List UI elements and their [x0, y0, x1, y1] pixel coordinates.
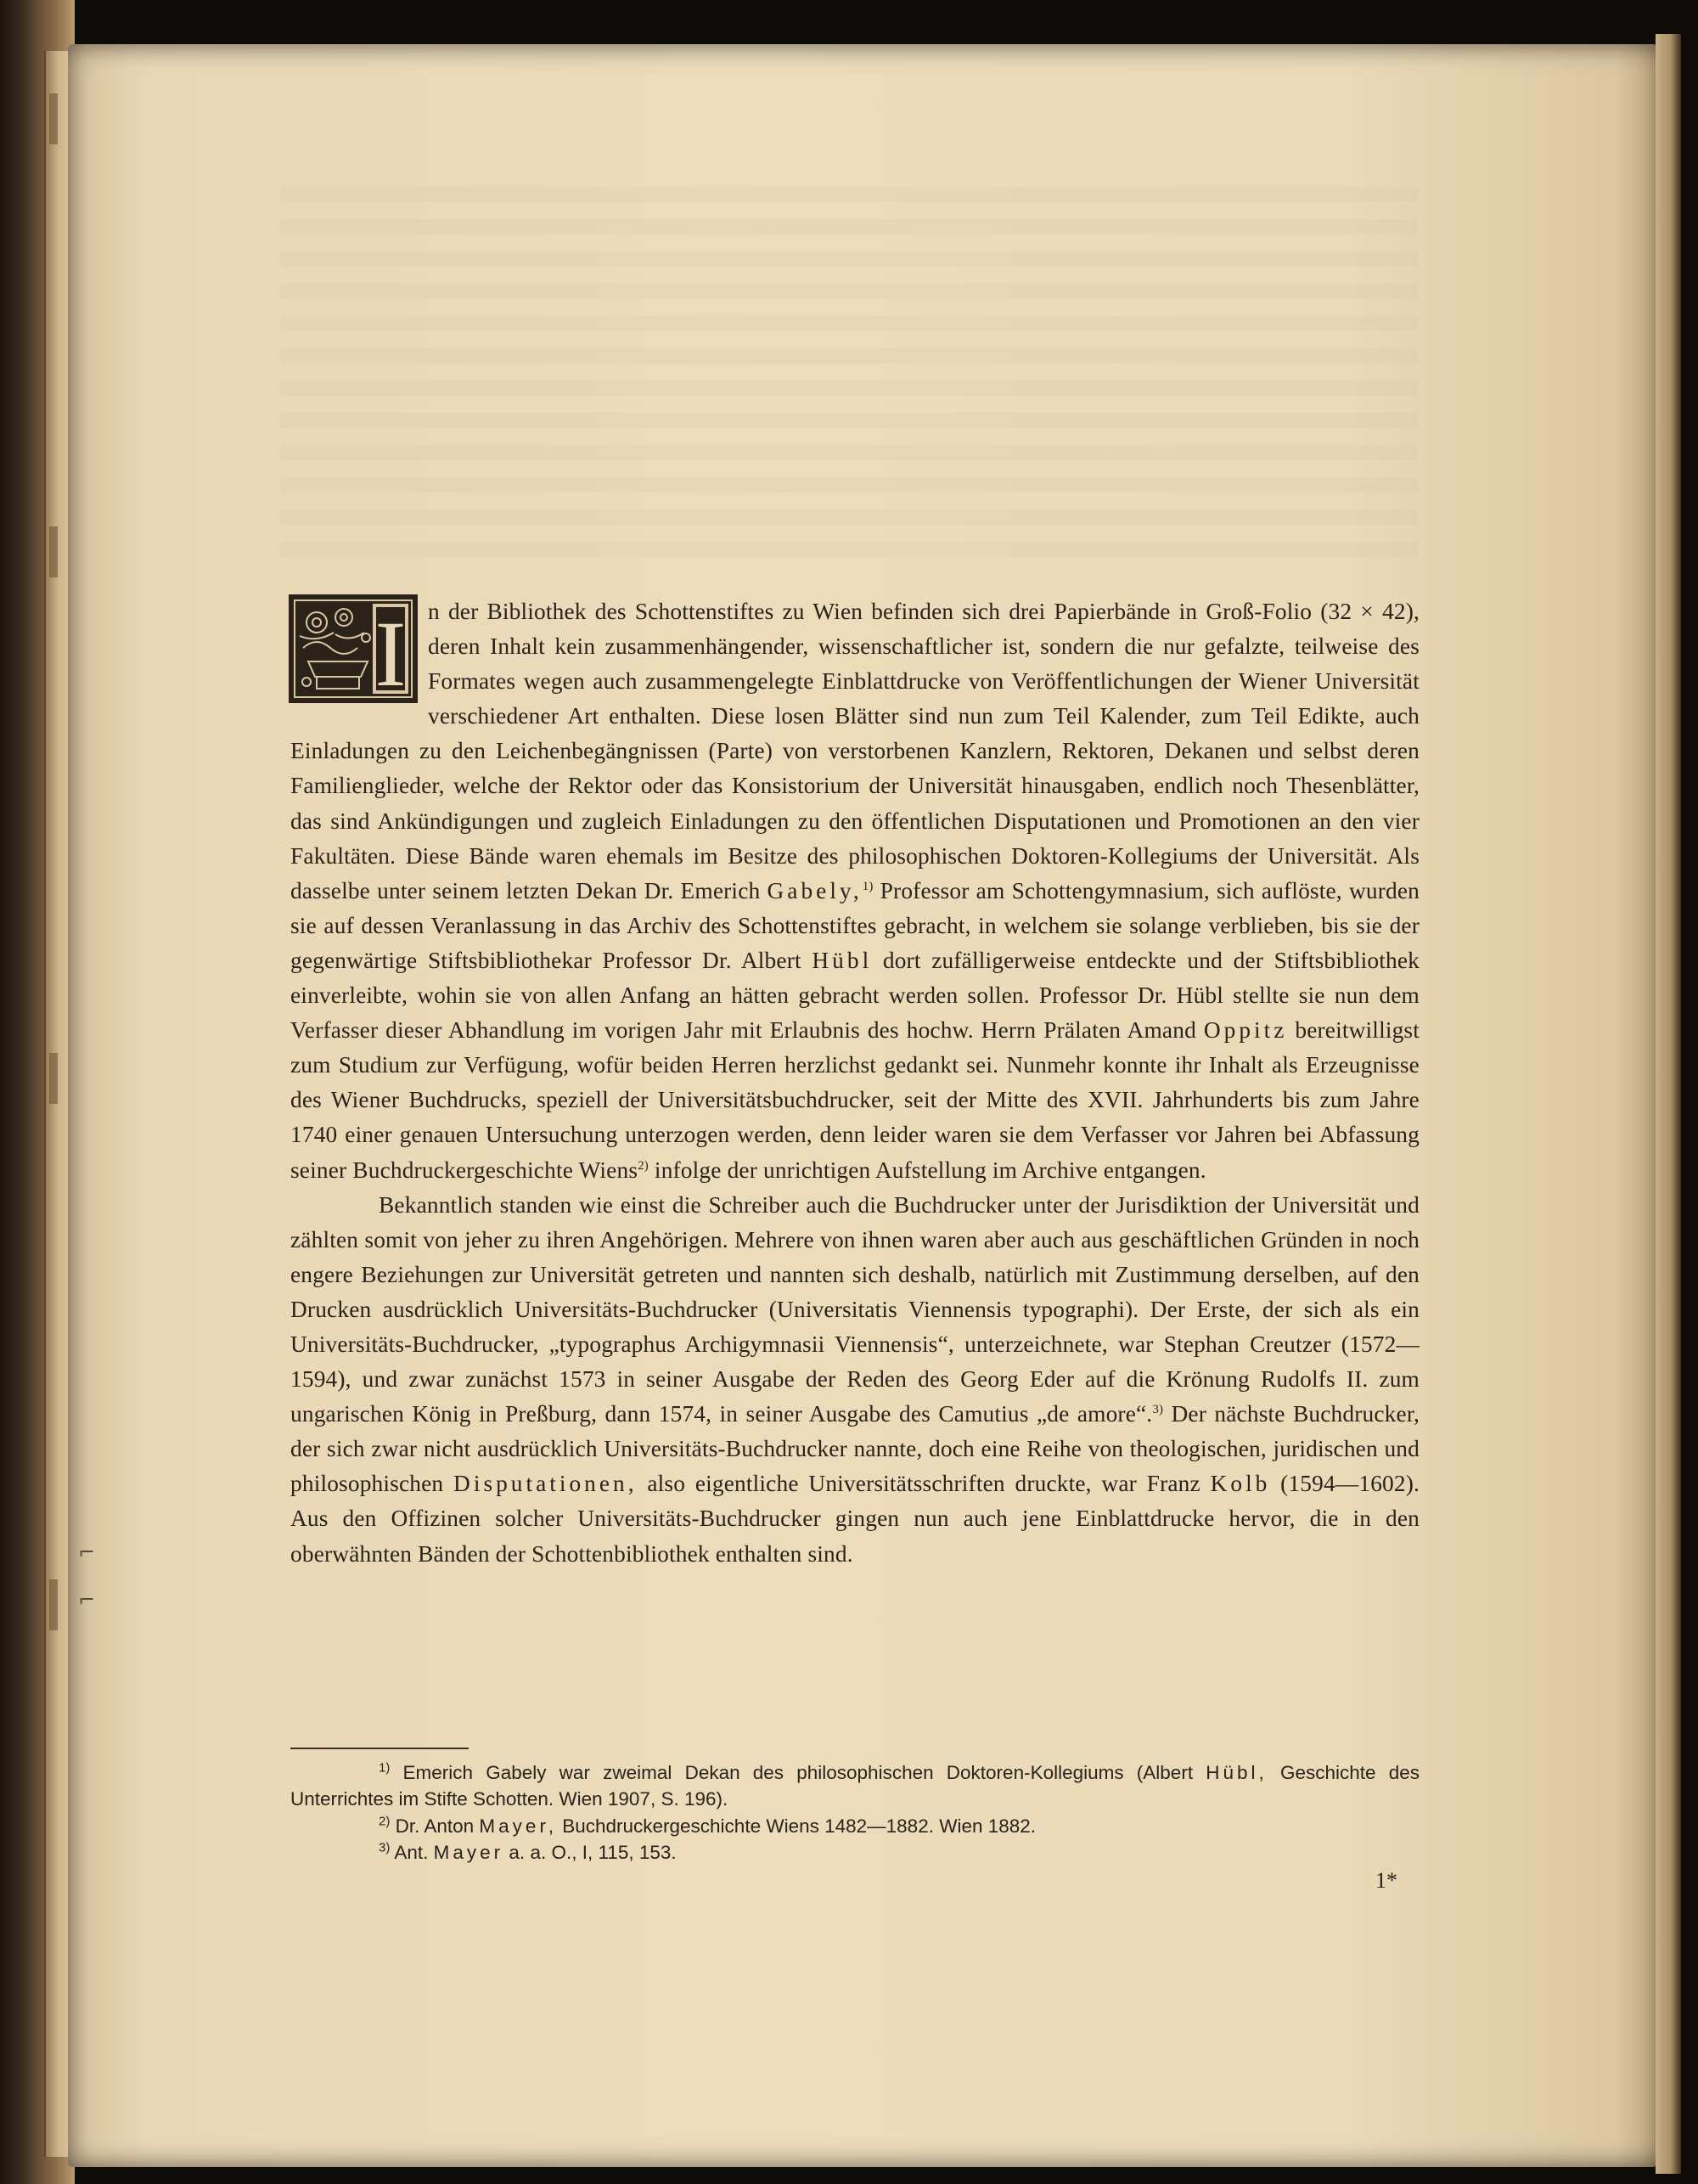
footnote-name: Mayer, [479, 1815, 557, 1837]
svg-text:I: I [374, 602, 407, 701]
decorated-initial [289, 594, 418, 703]
page-number: 1* [1375, 1868, 1397, 1893]
footnote-text: Geschichte des Unterrichtes im Stifte Schotten. Wien 1907, S. 196). [290, 1762, 1420, 1810]
footnote-rule [290, 1748, 469, 1749]
footnote-ref: 2) [638, 1158, 649, 1173]
paragraph-text: Professor am Schottengymnasium, sich auflöste, wurden sie auf dessen Veranlassung in das Archiv des Schottenstiftes gebracht, in welchem sie solange verblieben, bis sie der gegenwärtige Stiftsbibliothekar Professor Dr. Albert [290, 877, 1420, 973]
footnote-text: Buchdruckergeschichte Wiens 1482—1882. Wien 1882. [556, 1815, 1037, 1837]
name-kolb: Kolb [1210, 1471, 1271, 1497]
binding-stitch [49, 1053, 58, 1104]
binding-stitch [49, 93, 58, 144]
paragraph-2 [290, 1188, 1420, 1572]
name-gabely: Gabely, [767, 877, 863, 903]
footnote-name: Hübl, [1206, 1762, 1268, 1783]
footnote-ref: 3) [1152, 1403, 1164, 1417]
footnote-text: a. a. O., I, 115, 153. [503, 1842, 677, 1864]
paragraph-text: also eigentliche Universitätsschriften druckte, war Franz [637, 1471, 1200, 1497]
binding-stitch [49, 526, 58, 577]
footnote-text: Ant. [390, 1842, 429, 1864]
footnote-1 [290, 1759, 1420, 1813]
footnote-2 [290, 1813, 1420, 1839]
word-disputationen: Disputationen, [453, 1471, 638, 1497]
footnote-mark: 1) [379, 1760, 391, 1776]
paragraph-text: infolge der unrichtigen Aufstellung im Archive entgangen. [648, 1157, 1206, 1183]
footnote-ref: 1) [862, 879, 874, 893]
paragraph-text: Bekanntlich standen wie einst die Schreiber auch die Buchdrucker unter der Jurisdiktion der Universität und zählten somit von jeher zu ihren Angehörigen. Mehrere von ihnen waren aber auch aus geschäftlichen Gründen in noch engere Beziehungen zur Universität getreten und nannten sich deshalb, natürlich mit Zustimmung derselben, auf den Drucken ausdrücklich Universitäts-Buchdrucker (Universitatis Viennensis typographi). Der Erste, der sich als ein Universitäts-Buchdrucker, „typographus Archigymnasii Viennensis“, unterzeichnete, war Stephan Creutzer (1572—1594), und zwar zunächst 1573 in seiner Ausgabe der Reden des Georg Eder auf die Krönung Rudolfs II. zum ungarischen König in Preßburg, dann 1574, in seiner Ausgabe des Camutius „de amore“. [290, 1191, 1420, 1427]
footnote-name: Mayer [433, 1842, 504, 1864]
paragraph-text: bereitwilligst zum Studium zur Verfügung, wofür beiden Herren herzlichst gedankt sei. Nunmehr konnte ihr Inhalt als Erzeugnisse des Wiener Buchdrucks, speziell der Universitätsbuchdrucker, seit der Mitte des XVII. Jahrhunderts bis zum Jahre 1740 einer genauen Untersuchung unterzogen werden, denn leider waren sie dem Verfasser vor Jahren bei Abfassung seiner Buchdruckergeschichte Wiens [290, 1017, 1420, 1183]
name-huebl: Hübl [812, 947, 873, 973]
footnote-text: Dr. Anton [390, 1815, 475, 1837]
footnote-text: Emerich Gabely war zweimal Dekan des philosophischen Doktoren-Kollegiums (Albert [390, 1762, 1194, 1783]
footnote-mark: 2) [379, 1814, 391, 1829]
paragraph-text: dort zufälligerweise entdeckte und der Stiftsbibliothek einverleibte, wohin sie von allen Anfang an hätten gebracht werden sollen. Professor Dr. Hübl stellte sie nun dem Verfasser dieser Abhandlung im vorigen Jahr mit Erlaubnis des hochw. Herrn Prälaten Amand [290, 947, 1420, 1044]
paragraph-text: n der Bibliothek des Schottenstiftes zu Wien befinden sich drei Papierbände in Groß-Folio (32 × 42), deren Inhalt kein zusammenhängender, wissenschaftlicher ist, sondern die nur gefalzte, teilweise des Formates wegen auch zusammengelegte Einblattdrucke von Veröffentlichungen der Wiener Universität verschiedener Art enthalten. Diese losen Blätter sind nun zum Teil Kalender, zum Teil Edikte, auch Einladungen zu den Leichenbegängnissen (Parte) von verstorbenen Kanzlern, Rektoren, Dekanen und selbst deren Familienglieder, welche der Rektor oder das Konsistorium der Universität hinausgaben, endlich noch Thesenblätter, das sind Ankündigungen und zugleich Einladungen zu den öffentlichen Disputationen und Promotionen an den vier Fakultäten. Diese Bände waren ehemals im Besitze des philosophischen Doktoren-Kollegiums der Universität. Als dasselbe unter seinem letzten Dekan Dr. Emerich [290, 599, 1420, 903]
margin-mark: ⌐ [78, 1588, 96, 1612]
bleed-through-text [280, 187, 1418, 560]
floral-ornament-icon [291, 597, 415, 701]
body-text [290, 594, 1420, 1572]
margin-mark: ⌐ [78, 1540, 96, 1564]
paragraph-text: (1594—1602). Aus den Offizinen solcher Universitäts-Buchdrucker gingen nun auch jene Einblattdrucke hervor, die in den oberwähnten Bänden der Schottenbibliothek enthalten sind. [290, 1471, 1420, 1567]
footnote-3 [290, 1839, 1420, 1866]
footnote-mark: 3) [379, 1840, 391, 1855]
paragraph-text: Der nächste Buchdrucker, der sich zwar nicht ausdrücklich Universitäts-Buchdrucker nannte, doch eine Reihe von theologischen, juridischen und philosophischen [290, 1401, 1420, 1497]
footnotes [290, 1759, 1420, 1866]
page-right-edge [1656, 34, 1681, 2174]
binding-stitch [49, 1579, 58, 1630]
name-oppitz: Oppitz [1203, 1017, 1288, 1044]
